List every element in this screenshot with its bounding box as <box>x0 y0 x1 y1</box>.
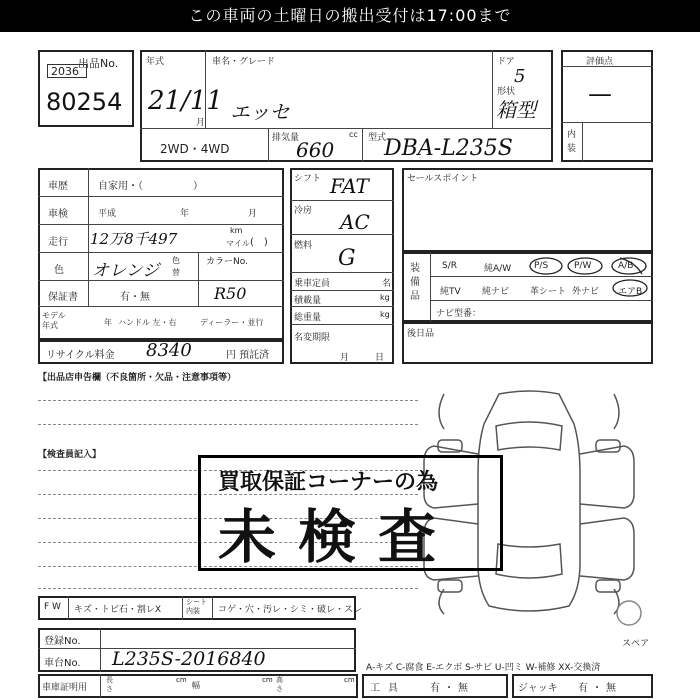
equip-seat: 革シート <box>530 287 567 297</box>
cert-cm3: cm <box>344 676 355 684</box>
mileage-label: 走行 <box>48 237 68 248</box>
door-label: ドア <box>497 57 515 67</box>
fuel-value: G <box>338 246 356 271</box>
lot-small: 2036 <box>51 65 79 78</box>
model-year-label: モデル年式 <box>42 311 66 330</box>
inspector-label: 【検査員記入】 <box>38 450 102 460</box>
model-year-unit: 年 <box>104 318 112 327</box>
equip-navi: 純ナビ <box>482 287 510 297</box>
year-unit: 月 <box>196 118 206 128</box>
fuel-label: 燃料 <box>294 241 313 251</box>
body-label: 形状 <box>497 87 516 97</box>
year-label: 年式 <box>146 57 165 67</box>
load-label: 積載量 <box>294 296 322 306</box>
seat-text: コゲ・穴・汚レ・シミ・破レ・スレ <box>218 605 363 615</box>
cert-cm1: cm <box>176 676 187 684</box>
inspection-year: 年 <box>180 209 190 219</box>
model-code: DBA-L235S <box>384 136 513 161</box>
load-unit: kg <box>380 293 390 302</box>
cert-width: 幅 <box>192 681 200 690</box>
cert-cm2: cm <box>262 676 273 684</box>
shift-label: シフト <box>294 174 322 184</box>
dealer: ディーラー・並行 <box>200 318 264 327</box>
stamp-line2: 未検査 <box>218 503 459 571</box>
chassis-number: L235S-2016840 <box>112 648 266 670</box>
inspection-era: 平成 <box>98 209 117 219</box>
recycle-label: リサイクル料金 <box>46 350 115 361</box>
colorno-label: カラーNo. <box>206 257 248 267</box>
inspection-month: 月 <box>248 209 258 219</box>
car-label: 車名・グレード <box>212 57 276 67</box>
inspection-label: 車検 <box>48 209 68 220</box>
equipment-circles <box>430 252 653 302</box>
lot-number: 80254 <box>46 88 123 116</box>
cert-height: 高さ <box>276 676 283 693</box>
history-label: 車歴 <box>48 181 68 192</box>
weight-label: 総重量 <box>294 313 322 323</box>
later-label: 後日品 <box>407 329 435 339</box>
interior-label: 内装 <box>567 130 577 154</box>
car-name: エッセ <box>230 100 290 124</box>
warranty-value: 有・無 <box>120 292 150 303</box>
shift-value: FAT <box>330 174 369 198</box>
mileage-paren: ( ) <box>250 237 268 248</box>
chassis-label: 車台No. <box>44 658 81 669</box>
equip-tv: 純TV <box>440 287 461 297</box>
recycle-unit: 円 預託済 <box>226 350 270 361</box>
spare-label: スペア <box>622 639 650 649</box>
fw-label: F W <box>44 602 61 612</box>
equip-aw: 純A/W <box>484 264 512 274</box>
tools-label: 工具 <box>370 683 406 694</box>
history-value: 自家用・（ ） <box>98 181 203 192</box>
registration-label: 登録No. <box>44 636 81 647</box>
equip-sr: S/R <box>442 261 457 271</box>
declaration-label: 【出品店申告欄（不良箇所・欠品・注意事項等） <box>38 373 237 383</box>
colorno-value: R50 <box>214 284 247 303</box>
seat-label: シート内装 <box>186 598 207 615</box>
equip-airb: エアB <box>618 287 643 297</box>
jack-label: ジャッキ <box>518 683 558 694</box>
year-value: 21/11 <box>148 86 223 116</box>
displacement-unit: cc <box>349 130 358 139</box>
model-label: 型式 <box>368 133 387 143</box>
stamp-line1: 買取保証コーナーの為 <box>218 470 439 495</box>
displacement-value: 660 <box>296 138 335 162</box>
equip-pw: P/W <box>574 261 592 271</box>
aircon-label: 冷房 <box>294 206 313 216</box>
color-change: 色替 <box>172 256 180 277</box>
drive-type: 2WD・4WD <box>160 142 230 156</box>
spare-tire-icon <box>614 598 644 628</box>
tools-value: 有・無 <box>430 683 472 694</box>
recycle-value: 8340 <box>146 340 192 361</box>
fw-text: キズ・トビ石・割レX <box>74 605 161 615</box>
damage-legend: A-キズ C-腐食 E-エクボ S-サビ U-凹ミ W-補修 XX-交換済 <box>366 663 601 673</box>
cert-length: 長さ <box>106 676 113 693</box>
later-box <box>402 322 653 364</box>
equipment-label: 装備品 <box>410 263 420 302</box>
aircon-value: AC <box>340 210 370 234</box>
color-value: オレンジ <box>92 261 160 281</box>
mileage-unit-km: km <box>230 226 243 235</box>
equip-ab: A/B <box>618 261 634 271</box>
equip-ps: P/S <box>534 261 549 271</box>
displacement-label: 排気量 <box>272 133 300 143</box>
weight-unit: kg <box>380 310 390 319</box>
rating-value: — <box>588 80 612 108</box>
color-label: 色 <box>54 265 64 276</box>
capacity-unit: 名 <box>382 279 392 289</box>
jack-value: 有・無 <box>578 683 620 694</box>
equip-extnavi: 外ナビ <box>572 287 600 297</box>
name-change-unit: 月日 <box>340 353 411 363</box>
navi-model: ナビ型番： <box>436 309 482 319</box>
banner: この車両の土曜日の搬出受付は17:00まで <box>0 0 700 32</box>
capacity-label: 乗車定員 <box>294 279 331 289</box>
mileage-value: 12万8千497 <box>90 230 178 248</box>
mileage-unit-mile: マイル <box>226 239 250 248</box>
name-change-label: 名変期限 <box>294 333 331 343</box>
door-value: 5 <box>514 66 526 87</box>
body-value: 箱型 <box>496 98 536 122</box>
sales-label: セールスポイント <box>407 174 479 184</box>
warranty-label: 保証書 <box>48 292 78 303</box>
cert-label: 車庫証明用 <box>42 683 88 693</box>
rating-label: 評価点 <box>586 57 614 67</box>
lot-label: 出品No. <box>78 57 119 70</box>
handle: ハンドル 左・右 <box>118 318 177 327</box>
